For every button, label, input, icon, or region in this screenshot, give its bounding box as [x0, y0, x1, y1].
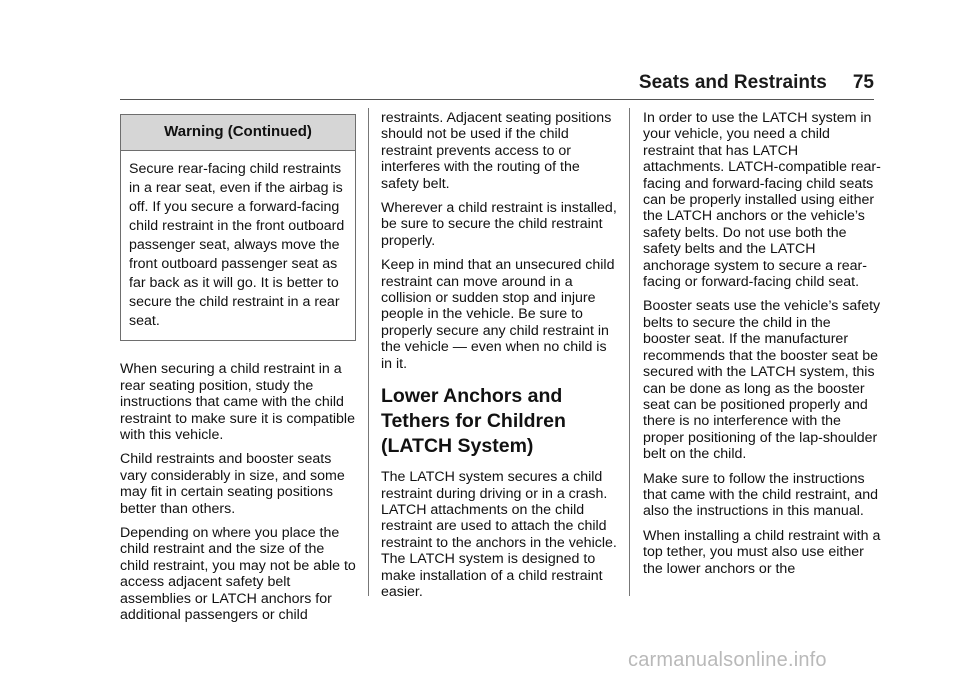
watermark: carmanualsonline.info: [628, 649, 827, 671]
warning-box: [120, 114, 356, 341]
heading-line: (LATCH System): [381, 435, 534, 458]
column-3: [643, 110, 881, 585]
column-divider: [629, 108, 630, 596]
paragraph: Depending on where you place the child restraint and the size of the child restraint, you may not be able to access adjacent safety belt assemblies or LATCH anchors for additional passengers or child: [120, 525, 356, 624]
paragraph: When securing a child restraint in a rear seating position, study the instructions that came with the child restraint to make sure it is compatible with this vehicle.: [120, 361, 355, 444]
section-heading: [381, 384, 619, 459]
paragraph: Booster seats use the vehicle’s safety belts to secure the child in the booster seat. If the manufacturer recommends that the booster seat be secured with the LATCH system, this can be done as long as the booster seat can be positioned properly and there is no interference with the proper positioning of the lap-shoulder belt on the child.: [643, 298, 881, 463]
page-number: 75: [852, 72, 874, 93]
column-1: [120, 110, 356, 632]
page-header: [639, 72, 874, 94]
paragraph: The LATCH system secures a child restraint during driving or in a crash. LATCH attachments on the child restraint are used to attach the child restraint to the anchors in the vehicle. The LATCH system is designed to make installation of a child restraint easier.: [381, 469, 617, 600]
paragraph: Wherever a child restraint is installed, be sure to secure the child restraint properly.: [381, 200, 617, 249]
warning-title: Warning (Continued): [121, 115, 355, 151]
heading-line: Tethers for Children: [381, 410, 566, 433]
section-title: Seats and Restraints: [638, 72, 827, 93]
paragraph: restraints. Adjacent seating positions should not be used if the child restraint prevents access to or interferes with the routing of the safety belt.: [381, 110, 612, 192]
paragraph: Keep in mind that an unsecured child restraint can move around in a collision or sudden stop and injure people in the vehicle. Be sure to properly secure any child restraint in the vehicle — even when no child is in it.: [381, 257, 615, 372]
paragraph: Make sure to follow the instructions that came with the child restraint, and also the instructions in this manual.: [643, 470, 879, 520]
column-divider: [368, 108, 369, 596]
paragraph: In order to use the LATCH system in your vehicle, you need a child restraint that has LATCH attachments. LATCH-compatible rear-facing and forward-facing child seats can be properly installed using either the LATCH anchors or the vehicle’s safety belts. Do not use both the safety belts and the LATCH anchorage system to secure a rear-facing or forward-facing child seat.: [643, 110, 881, 291]
paragraph: When installing a child restraint with a top tether, you must also use either the lower anchors or the: [643, 527, 881, 577]
heading-line: Lower Anchors and: [381, 385, 563, 408]
column-2: [381, 110, 619, 608]
warning-body: Secure rear-facing child restraints in a rear seat, even if the airbag is off. If you secure a forward-facing child restraint in the front outboard passenger seat, always move the front outboard passenger seat as far back as it will go. It is better to secure the child restraint in a rear seat.: [129, 161, 345, 330]
paragraph: Child restraints and booster seats vary considerably in size, and some may fit in certain seating positions better than others.: [120, 451, 345, 517]
header-rule: [120, 99, 874, 100]
